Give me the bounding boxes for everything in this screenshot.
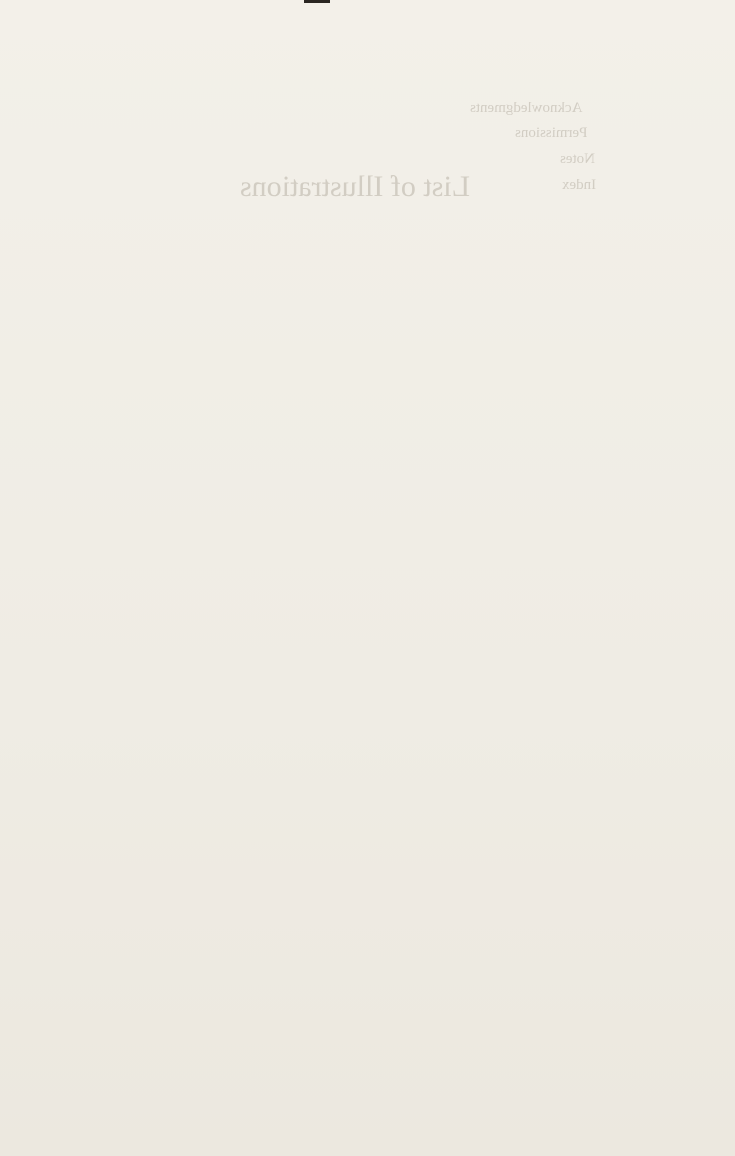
show-through-text: Index: [562, 177, 597, 193]
page-edge-mark: [304, 0, 330, 3]
show-through-text: List of Illustrations: [240, 170, 470, 203]
show-through-text: Acknowledgments: [470, 100, 583, 116]
show-through-text: Permissions: [515, 125, 588, 141]
show-through-text: Notes: [560, 151, 595, 167]
